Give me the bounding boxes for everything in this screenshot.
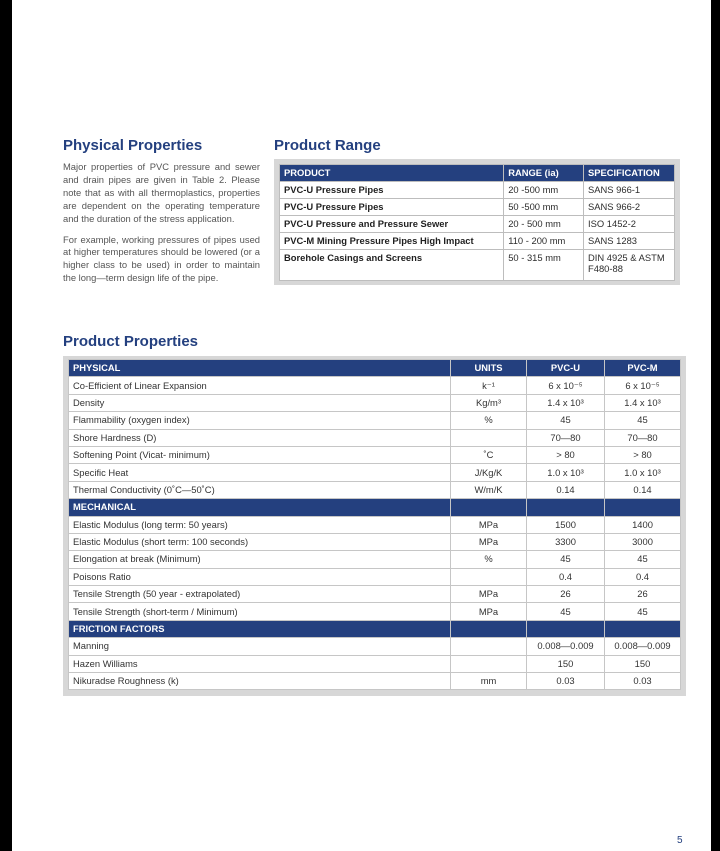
range-row: [280, 216, 675, 233]
props-row: [69, 568, 681, 585]
property-pvc-u: 26: [527, 586, 605, 603]
property-name: Elastic Modulus (short term: 100 seconds): [69, 533, 451, 550]
property-pvc-m: 45: [605, 412, 681, 429]
property-units: MPa: [451, 516, 527, 533]
mechanical-section-cell: [527, 499, 605, 516]
property-units: %: [451, 551, 527, 568]
props-row: [69, 429, 681, 446]
property-units: ˚C: [451, 446, 527, 463]
mechanical-section-cell: [605, 499, 681, 516]
property-pvc-u: 45: [527, 551, 605, 568]
props-row: [69, 551, 681, 568]
property-pvc-m: 26: [605, 586, 681, 603]
mechanical-section-label: MECHANICAL: [69, 499, 451, 516]
property-pvc-u: > 80: [527, 446, 605, 463]
product-properties-table: [68, 359, 681, 690]
property-pvc-m: 0.4: [605, 568, 681, 585]
range-spec: SANS 966-1: [584, 182, 675, 199]
range-header-row: [280, 165, 675, 182]
property-units: k⁻¹: [451, 377, 527, 394]
props-row: [69, 638, 681, 655]
range-spec: SANS 966-2: [584, 199, 675, 216]
props-row: [69, 481, 681, 498]
intro-paragraph-2: For example, working pressures of pipes used at higher temperatures should be lowered (or a higher class to be used) in order to maintain the long—term design life of the pipe.: [63, 233, 260, 284]
property-pvc-m: 3000: [605, 533, 681, 550]
range-row: [280, 199, 675, 216]
property-pvc-m: 70—80: [605, 429, 681, 446]
props-row: [69, 464, 681, 481]
property-units: MPa: [451, 603, 527, 620]
product-properties-heading: Product Properties: [63, 333, 199, 350]
property-units: [451, 429, 527, 446]
friction-section: [69, 620, 681, 637]
range-row: [280, 182, 675, 199]
property-pvc-u: 70—80: [527, 429, 605, 446]
intro-paragraph-1: Major properties of PVC pressure and sewer and drain pipes are given in Table 2. Please note that as with all thermoplastics, properties are dependent on the operating temperature and the duration of the stress application.: [63, 161, 260, 224]
property-pvc-m: 150: [605, 655, 681, 672]
property-name: Specific Heat: [69, 464, 451, 481]
property-pvc-u: 45: [527, 412, 605, 429]
property-pvc-u: 45: [527, 603, 605, 620]
range-header-product: PRODUCT: [280, 165, 504, 182]
property-pvc-m: 6 x 10⁻⁵: [605, 377, 681, 394]
property-pvc-m: 1.4 x 10³: [605, 394, 681, 411]
props-row: [69, 655, 681, 672]
property-units: [451, 638, 527, 655]
range-row: [280, 250, 675, 281]
property-pvc-m: 1400: [605, 516, 681, 533]
props-header-pvc-u: PVC-U: [527, 360, 605, 377]
property-name: Density: [69, 394, 451, 411]
property-pvc-u: 0.03: [527, 673, 605, 690]
props-row: [69, 533, 681, 550]
property-name: Hazen Williams: [69, 655, 451, 672]
range-header-range: RANGE (ia): [504, 165, 584, 182]
property-name: Co-Efficient of Linear Expansion: [69, 377, 451, 394]
property-units: %: [451, 412, 527, 429]
property-units: [451, 568, 527, 585]
property-pvc-m: 0.008—0.009: [605, 638, 681, 655]
property-units: W/m/K: [451, 481, 527, 498]
props-row: [69, 673, 681, 690]
right-edge-bar: [711, 0, 720, 851]
property-pvc-m: > 80: [605, 446, 681, 463]
property-pvc-u: 1.0 x 10³: [527, 464, 605, 481]
property-pvc-m: 0.14: [605, 481, 681, 498]
range-row: [280, 233, 675, 250]
property-name: Shore Hardness (D): [69, 429, 451, 446]
range-product: PVC-U Pressure and Pressure Sewer: [280, 216, 504, 233]
mechanical-section-cell: [451, 499, 527, 516]
property-pvc-m: 45: [605, 551, 681, 568]
property-pvc-u: 0.14: [527, 481, 605, 498]
property-name: Tensile Strength (50 year - extrapolated): [69, 586, 451, 603]
property-pvc-u: 0.008—0.009: [527, 638, 605, 655]
range-product: PVC-M Mining Pressure Pipes High Impact: [280, 233, 504, 250]
mechanical-section: [69, 499, 681, 516]
intro-text: [63, 161, 260, 293]
friction-section-label: FRICTION FACTORS: [69, 620, 451, 637]
props-row: [69, 516, 681, 533]
friction-section-cell: [527, 620, 605, 637]
range-value: 50 - 315 mm: [504, 250, 584, 281]
range-product: PVC-U Pressure Pipes: [280, 199, 504, 216]
range-product: PVC-U Pressure Pipes: [280, 182, 504, 199]
property-pvc-u: 1.4 x 10³: [527, 394, 605, 411]
property-name: Elongation at break (Minimum): [69, 551, 451, 568]
property-pvc-m: 1.0 x 10³: [605, 464, 681, 481]
product-range-table: [279, 164, 675, 281]
property-pvc-u: 3300: [527, 533, 605, 550]
product-range-panel: [274, 159, 680, 285]
property-name: Flammability (oxygen index): [69, 412, 451, 429]
product-range-heading: Product Range: [274, 137, 381, 154]
physical-properties-heading: Physical Properties: [63, 137, 203, 154]
range-spec: SANS 1283: [584, 233, 675, 250]
property-pvc-u: 150: [527, 655, 605, 672]
props-row: [69, 446, 681, 463]
props-header-row: [69, 360, 681, 377]
property-pvc-u: 1500: [527, 516, 605, 533]
property-name: Nikuradse Roughness (k): [69, 673, 451, 690]
range-value: 20 - 500 mm: [504, 216, 584, 233]
props-row: [69, 412, 681, 429]
page-number: 5: [677, 835, 683, 846]
property-units: J/Kg/K: [451, 464, 527, 481]
property-units: mm: [451, 673, 527, 690]
property-pvc-m: 45: [605, 603, 681, 620]
props-header-physical: PHYSICAL: [69, 360, 451, 377]
property-name: Thermal Conductivity (0˚C—50˚C): [69, 481, 451, 498]
property-pvc-u: 0.4: [527, 568, 605, 585]
range-product: Borehole Casings and Screens: [280, 250, 504, 281]
props-header-pvc-m: PVC-M: [605, 360, 681, 377]
friction-section-cell: [451, 620, 527, 637]
property-name: Poisons Ratio: [69, 568, 451, 585]
props-row: [69, 603, 681, 620]
props-row: [69, 394, 681, 411]
property-name: Softening Point (Vicat- minimum): [69, 446, 451, 463]
props-header-units: UNITS: [451, 360, 527, 377]
props-row: [69, 586, 681, 603]
range-spec: DIN 4925 & ASTM F480-88: [584, 250, 675, 281]
range-header-spec: SPECIFICATION: [584, 165, 675, 182]
property-name: Tensile Strength (short-term / Minimum): [69, 603, 451, 620]
property-pvc-u: 6 x 10⁻⁵: [527, 377, 605, 394]
property-units: [451, 655, 527, 672]
left-edge-bar: [0, 0, 12, 851]
range-value: 50 -500 mm: [504, 199, 584, 216]
range-value: 20 -500 mm: [504, 182, 584, 199]
property-units: Kg/m³: [451, 394, 527, 411]
property-name: Manning: [69, 638, 451, 655]
product-properties-panel: [63, 356, 686, 696]
property-units: MPa: [451, 533, 527, 550]
property-units: MPa: [451, 586, 527, 603]
props-row: [69, 377, 681, 394]
friction-section-cell: [605, 620, 681, 637]
range-value: 110 - 200 mm: [504, 233, 584, 250]
property-pvc-m: 0.03: [605, 673, 681, 690]
range-spec: ISO 1452-2: [584, 216, 675, 233]
property-name: Elastic Modulus (long term: 50 years): [69, 516, 451, 533]
